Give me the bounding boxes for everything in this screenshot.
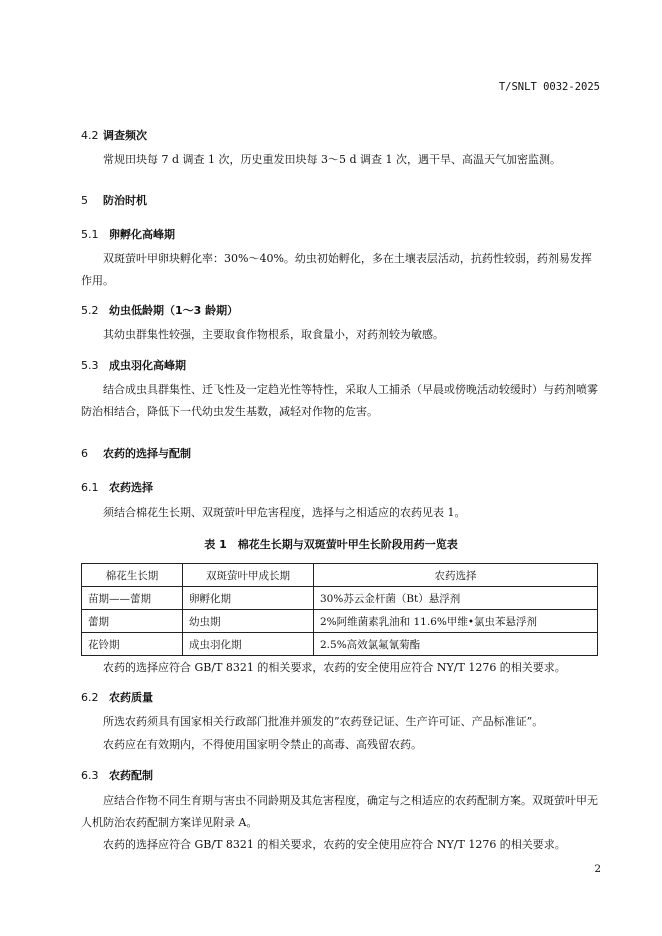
section-number: 5.1 [81,228,99,241]
section-5-heading [81,192,147,208]
table-cell: 苗期——蕾期 [82,587,183,610]
section-5-3-heading [81,357,186,373]
section-title: 防治时机 [103,194,147,207]
page-number: 2 [594,863,601,875]
table-header-cell: 双斑萤叶甲成长期 [183,564,314,587]
table-cell: 成虫羽化期 [183,633,314,656]
table-1 [81,563,598,656]
section-number: 5 [81,194,88,207]
section-6-3-paragraph-2: 农药的选择应符合 GB/T 8321 的相关要求，农药的安全使用应符合 NY/T 1276 的相关要求。 [103,838,566,851]
section-number: 6.3 [81,769,99,782]
table-row [82,587,598,610]
section-title: 农药的选择与配制 [103,447,191,460]
section-4-2-heading [81,127,147,143]
table-header-cell: 棉花生长期 [82,564,183,587]
section-6-1-heading [81,479,153,495]
table-cell: 花铃期 [82,633,183,656]
section-number: 6.1 [81,481,99,494]
standard-code: T/SNLT 0032-2025 [498,81,600,93]
table-row [82,610,598,633]
section-number: 6.2 [81,691,99,704]
section-6-3-paragraph-1: 应结合作物不同生育期与害虫不同龄期及其危害程度，确定与之相适应的农药配制方案。双斑萤叶甲无人机防治农药配制方案详见附录 A。 [81,794,598,829]
section-4-2-paragraph: 常规田块每 7 d 调查 1 次，历史重发田块每 3～5 d 调查 1 次，遇干旱、高温天气加密监测。 [103,153,562,166]
section-6-2-paragraph-2: 农药应在有效期内，不得使用国家明令禁止的高毒、高残留农药。 [103,738,422,751]
table-header-row [82,564,598,587]
section-5-2-heading [81,302,238,318]
section-6-1-paragraph: 须结合棉花生长期、双斑萤叶甲危害程度，选择与之相适应的农药见表 1。 [103,506,466,519]
table-1-note: 农药的选择应符合 GB/T 8321 的相关要求，农药的安全使用应符合 NY/T 1276 的相关要求。 [103,661,566,674]
section-number: 6 [81,447,88,460]
section-5-3-paragraph: 结合成虫具群集性、迁飞性及一定趋光性等特性，采取人工捕杀（早晨或傍晚活动较缓时）与药剂喷雾防治相结合，降低下一代幼虫发生基数，减轻对作物的危害。 [81,383,598,418]
section-title: 农药选择 [109,481,153,494]
section-6-3-heading [81,767,153,783]
table-header-cell: 农药选择 [314,564,598,587]
section-5-2-paragraph: 其幼虫群集性较强，主要取食作物根系，取食量小，对药剂较为敏感。 [103,328,444,341]
section-title: 调查频次 [103,129,147,142]
table-cell: 蕾期 [82,610,183,633]
section-6-heading [81,445,191,461]
section-6-2-paragraph-1: 所选农药须具有国家相关行政部门批准并颁发的”农药登记证、生产许可证、产品标准证”。 [103,715,544,728]
section-number: 5.2 [81,304,99,317]
section-number: 4.2 [81,129,99,142]
section-6-2-heading [81,689,153,705]
table-cell: 30%苏云金杆菌（Bt）悬浮剂 [314,587,598,610]
section-title: 幼虫低龄期（1～3 龄期） [109,304,239,317]
table-cell: 2.5%高效氯氟氰菊酯 [314,633,598,656]
section-title: 卵孵化高峰期 [109,228,175,241]
table-row [82,633,598,656]
section-number: 5.3 [81,359,99,372]
table-cell: 幼虫期 [183,610,314,633]
section-5-1-paragraph: 双斑萤叶甲卵块孵化率：30%～40%。幼虫初始孵化，多在土壤表层活动，抗药性较弱，药剂易发挥作用。 [81,252,592,287]
section-title: 成虫羽化高峰期 [109,359,186,372]
table-1-caption: 表 1 棉花生长期与双斑萤叶甲生长阶段用药一览表 [204,538,458,551]
section-title: 农药质量 [109,691,153,704]
table-cell: 2%阿维菌素乳油和 11.6%甲维•氯虫苯悬浮剂 [314,610,598,633]
section-title: 农药配制 [109,769,153,782]
section-5-1-heading [81,226,175,242]
table-cell: 卵孵化期 [183,587,314,610]
